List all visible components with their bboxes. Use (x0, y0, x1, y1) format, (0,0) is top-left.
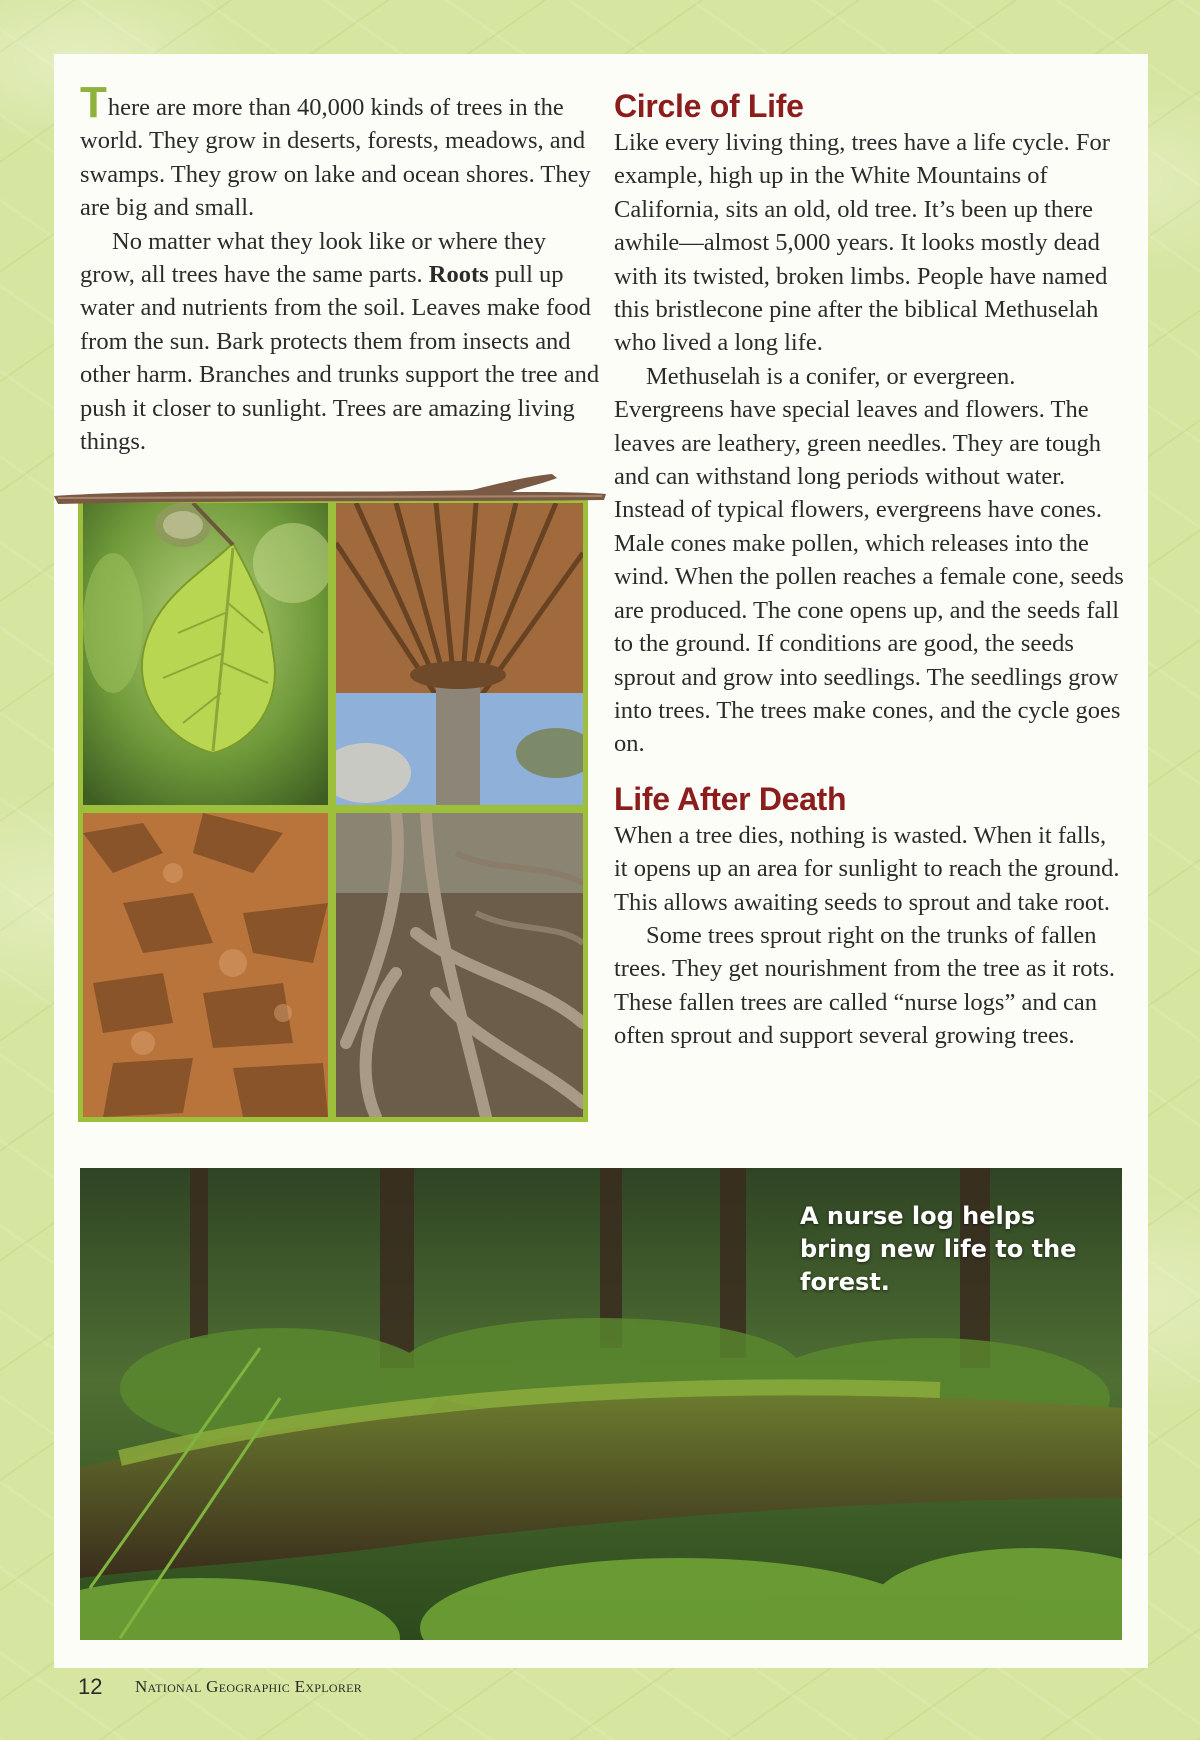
tree-roots-photo (336, 813, 583, 1117)
twig-decoration (52, 472, 608, 512)
page-number: 12 (78, 1674, 103, 1699)
life-after-death-heading: Life After Death (614, 780, 847, 817)
intro-paragraph-2-start: No matter what they look like or where they grow, all trees have the same parts. (80, 227, 547, 289)
intro-paragraph-1 (80, 78, 600, 225)
roots-term: Roots (428, 261, 489, 289)
right-column (614, 86, 1124, 1053)
drop-cap: T (80, 78, 107, 127)
circle-paragraph-1: Like every living thing, trees have a life cycle. For example, high up in the White Mountains of California, sits an old, old tree. It’s been up there awhile—almost 5,000 years. It looks mostly dead with its twisted, broken limbs. People have named this bristlecone pine after the biblical Methuselah who lived a long life. (614, 129, 1110, 357)
after-paragraph-1: When a tree dies, nothing is wasted. When it falls, it opens up an area for sunlight to reach the ground. This allows awaiting seeds to sprout and take root. (614, 821, 1120, 916)
intro-paragraph-2 (80, 225, 600, 459)
publication-name: National Geographic Explorer (134, 1677, 363, 1696)
after-paragraph-2: Some trees sprout right on the trunks of fallen trees. They get nourishment from the tree as it rots. These fallen trees are called “nurse logs” and can often sprout and support several growing trees. (614, 921, 1115, 1050)
photo-caption: A nurse log helps bring new life to the forest. (800, 1202, 1077, 1296)
intro-paragraph-1-text: here are more than 40,000 kinds of trees in the world. They grow in deserts, forests, meadows, and swamps. They grow on lake and ocean shores. They are big and small. (80, 94, 591, 222)
oak-leaf-photo (83, 503, 328, 805)
dragon-tree-branches-photo (336, 503, 583, 805)
intro-text (80, 78, 600, 458)
circle-paragraph-2: Methuselah is a conifer, or evergreen. Evergreens have special leaves and flowers. The leaves are leathery, green needles. They are tough and can withstand long periods without water. Instead of typical flowers, evergreens have cones. Male cones make pollen, which releases into the wind. When the pollen reaches a female cone, seeds are produced. The cone opens up, and the seeds fall to the ground. If conditions are good, the seeds sprout and grow into seedlings. The seedlings grow into trees. The trees make cones, and the cycle goes on. (614, 362, 1124, 758)
tree-parts-photo-grid (78, 498, 588, 1122)
intro-paragraph-2-end: pull up water and nutrients from the soil. Leaves make food from the sun. Bark protects them from insects and other harm. Branches and trunks support the tree and push it closer to sunlight. Trees are amazing living things. (80, 261, 600, 456)
pine-bark-photo (83, 813, 328, 1117)
page-footer (78, 1674, 362, 1704)
circle-of-life-heading: Circle of Life (614, 88, 804, 124)
